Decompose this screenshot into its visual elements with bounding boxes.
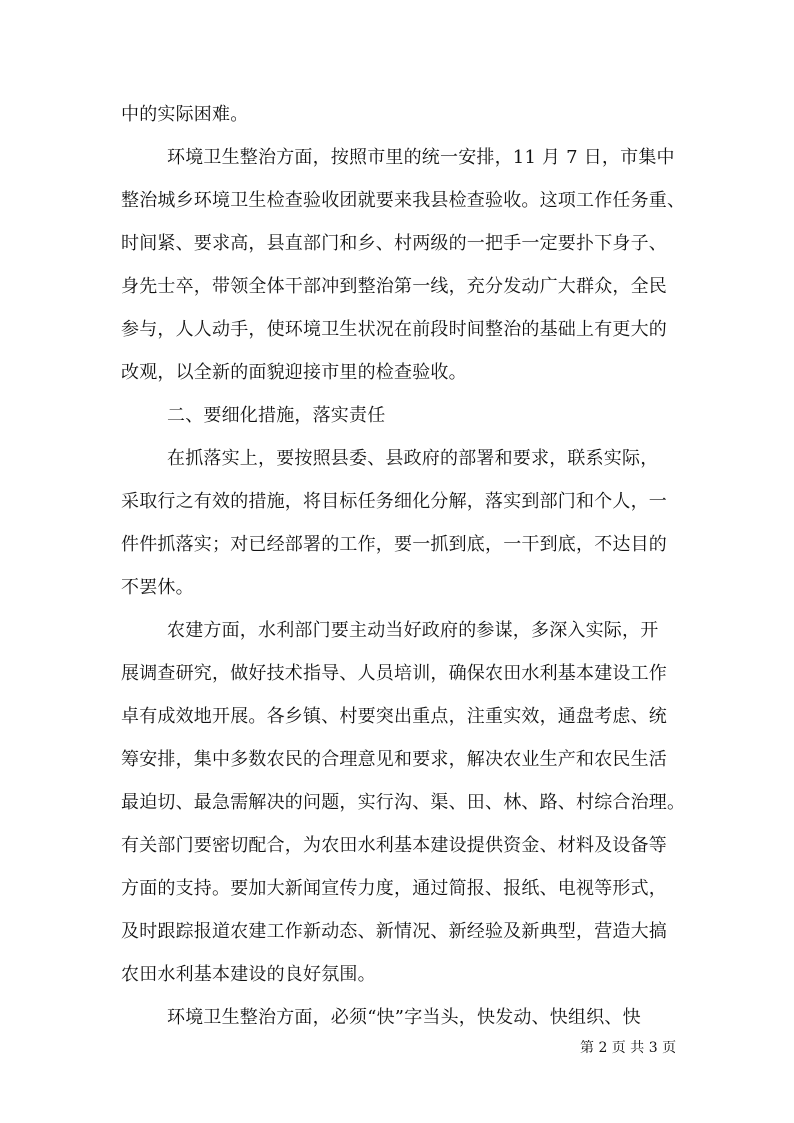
text-line-1: 中的实际困难。 — [121, 104, 249, 125]
text-line-11: 件件抓落实；对已经部署的工作，要一抓到底，一干到底，不达目的 — [121, 534, 667, 555]
page-number-footer: 第 2 页 共 3 页 — [580, 1040, 677, 1056]
text-line-6: 参与，人人动手，使环境卫生状况在前段时间整治的基础上有更大的 — [121, 319, 667, 340]
text-line-5: 身先士卒，带领全体干部冲到整治第一线，充分发动广大群众，全民 — [121, 276, 667, 297]
text-line-17: 最迫切、最急需解决的问题，实行沟、渠、田、林、路、村综合治理。 — [121, 792, 686, 813]
text-line-18: 有关部门要密切配合，为农田水利基本建设提供资金、材料及设备等 — [121, 835, 667, 856]
section-heading: 二、要细化措施，落实责任 — [167, 405, 386, 426]
text-line-3: 整治城乡环境卫生检查验收团就要来我县检查验收。这项工作任务重、 — [121, 190, 686, 211]
text-line-14: 展调查研究，做好技术指导、人员培训，确保农田水利基本建设工作 — [121, 663, 667, 684]
text-line-22: 环境卫生整治方面，必须“快”字当头，快发动、快组织、快 — [167, 1007, 641, 1028]
text-line-20: 及时跟踪报道农建工作新动态、新情况、新经验及新典型，营造大搞 — [121, 921, 667, 942]
text-line-10: 采取行之有效的措施，将目标任务细化分解，落实到部门和个人，一 — [121, 491, 667, 512]
text-line-15: 卓有成效地开展。各乡镇、村要突出重点，注重实效，通盘考虑、统 — [121, 706, 667, 727]
text-line-9: 在抓落实上，要按照县委、县政府的部署和要求，联系实际， — [167, 448, 659, 469]
text-line-21: 农田水利基本建设的良好氛围。 — [121, 964, 376, 985]
text-line-13: 农建方面，水利部门要主动当好政府的参谋，多深入实际，开 — [167, 620, 659, 641]
text-line-2: 环境卫生整治方面，按照市里的统一安排，11 月 7 日，市集中 — [167, 147, 675, 168]
text-line-19: 方面的支持。要加大新闻宣传力度，通过简报、报纸、电视等形式， — [121, 878, 667, 899]
text-line-16: 筹安排，集中多数农民的合理意见和要求，解决农业生产和农民生活 — [121, 749, 667, 770]
text-line-12: 不罢休。 — [121, 577, 194, 598]
text-line-4: 时间紧、要求高，县直部门和乡、村两级的一把手一定要扑下身子、 — [121, 233, 667, 254]
text-line-7: 改观，以全新的面貌迎接市里的检查验收。 — [121, 362, 467, 383]
